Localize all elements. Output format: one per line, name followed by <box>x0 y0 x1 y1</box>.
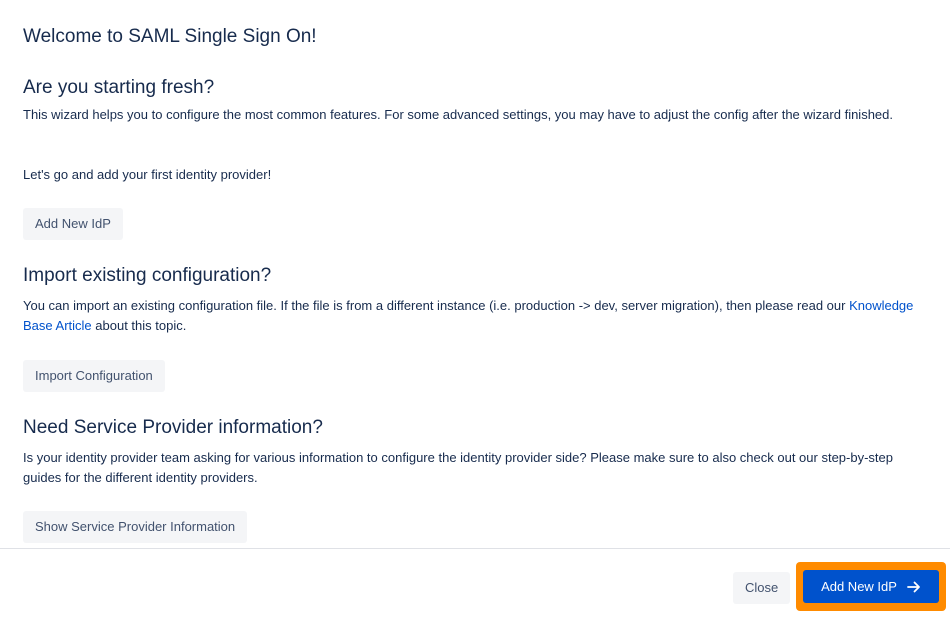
footer-add-new-idp-label: Add New IdP <box>821 579 897 594</box>
dialog-title: Welcome to SAML Single Sign On! <box>23 26 317 47</box>
show-sp-information-button[interactable]: Show Service Provider Information <box>23 511 247 543</box>
close-button[interactable]: Close <box>733 572 790 604</box>
import-description <box>23 296 933 336</box>
sp-info-description: Is your identity provider team asking for various information to configure the identity provider side? Please make sure to also check out our step-by-step guides for the different identity providers. <box>23 450 893 485</box>
fresh-cta-text: Let's go and add your first identity provider! <box>23 167 272 182</box>
arrow-right-icon <box>907 580 921 594</box>
footer-add-new-idp-button[interactable] <box>803 570 939 603</box>
import-description-text: You can import an existing configuration file. If the file is from a different instance (i.e. production -> dev, server migration), then please read our <box>23 298 850 313</box>
fresh-heading: Are you starting fresh? <box>23 77 215 98</box>
import-heading: Import existing configuration? <box>23 265 272 286</box>
fresh-description: This wizard helps you to configure the most common features. For some advanced settings, you may have to adjust the config after the wizard finished. <box>23 107 893 122</box>
import-description-end: about this topic. <box>91 318 187 333</box>
knowledge-base-link[interactable]: Knowledge Base Article <box>23 298 914 333</box>
footer-divider <box>0 548 950 549</box>
import-configuration-button[interactable]: Import Configuration <box>23 360 165 392</box>
add-new-idp-button[interactable]: Add New IdP <box>23 208 123 240</box>
sp-info-heading: Need Service Provider information? <box>23 417 323 438</box>
